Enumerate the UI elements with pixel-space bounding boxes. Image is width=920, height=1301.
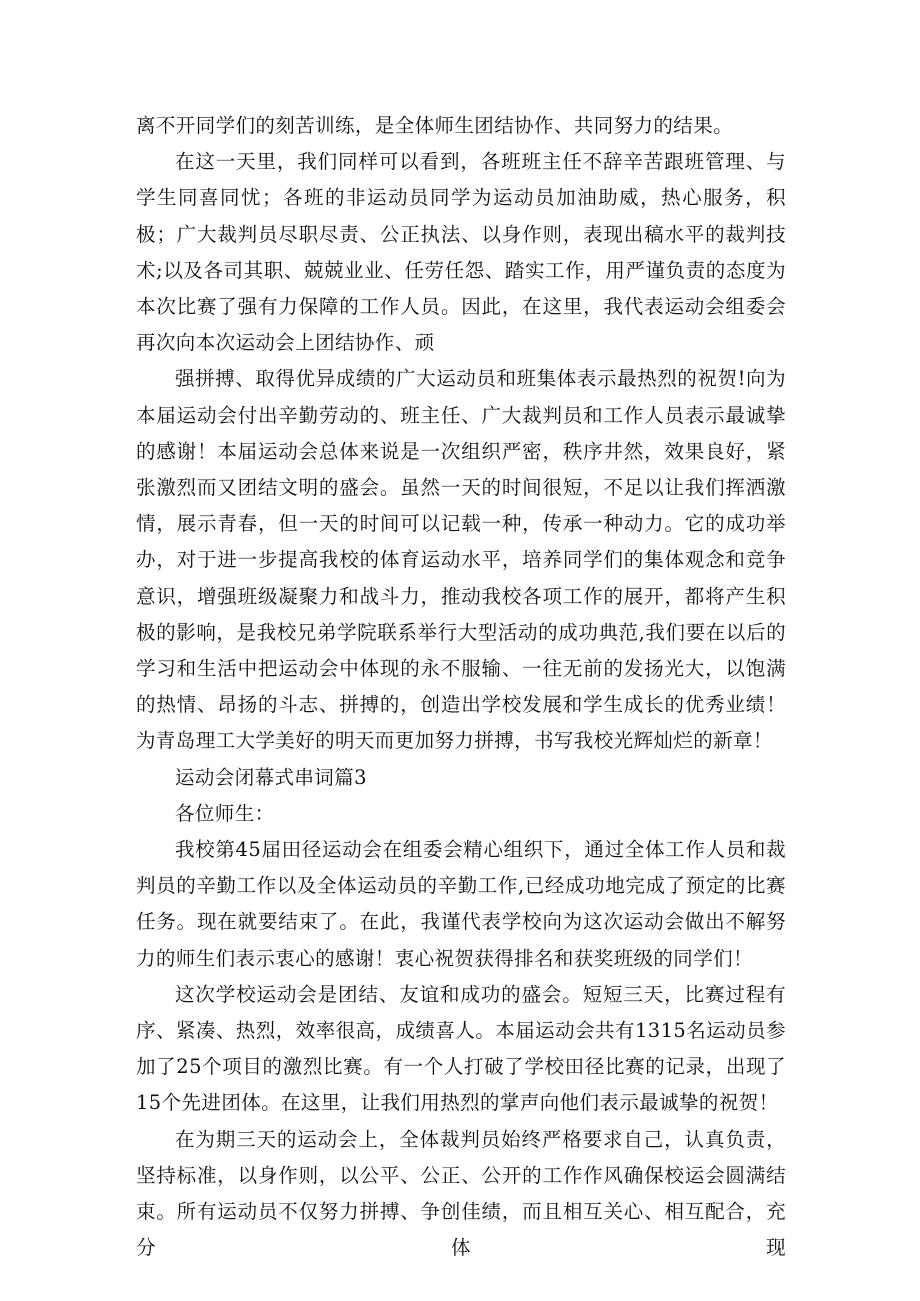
paragraph-referees: 在为期三天的运动会上，全体裁判员始终严格要求自己，认真负责，坚持标准，以身作则，以公平、公正、公开的工作作风确保校运会圆满结束。所有运动员不仅努力拼搏、争创佳绩，而且相互关心、相互配合，充分体现 xyxy=(136,1127,786,1260)
salutation: 各位师生： xyxy=(175,801,275,825)
paragraph-congratulations: 强拼搏、取得优异成绩的广大运动员和班集体表示最热烈的祝贺!向为本届运动会付出辛勤劳动的、班主任、广大裁判员和工作人员表示最诚挚的感谢！本届运动会总体来说是一次组织严密，秩序井然，效果良好，紧张激烈而又团结文明的盛会。虽然一天的时间很短，不足以让我们挥洒激情，展示青春，但一天的时间可以记载一种，传承一种动力。它的成功举办，对于进一步提高我校的体育运动水平，培养同学们的集体观念和竞争意识，增强班级凝聚力和战斗力，推动我校各项工作的展开，都将产生积极的影响，是我校兄弟学院联系举行大型活动的成功典范,我们要在以后的学习和生活中把运动会中体现的永不服输、一往无前的发扬光大，以饱满的热情、昂扬的斗志、拼搏的，创造出学校发展和学生成长的优秀业绩！为青岛理工大学美好的明天而更加努力拼搏，书写我校光辉灿烂的新章！ xyxy=(136,367,786,753)
section-heading: 运动会闭幕式串词篇3 xyxy=(175,765,367,789)
paragraph-continuation: 离不开同学们的刻苦训练，是全体师生团结协作、共同努力的结果。 xyxy=(136,114,734,137)
paragraph-opening: 我校第45届田径运动会在组委会精心组织下，通过全体工作人员和裁判员的辛勤工作以及全体运动员的辛勤工作,已经成功地完成了预定的比赛任务。现在就要结束了。在此，我谨代表学校向为这次运动会做出不解努力的师生们表示衷心的感谢！衷心祝贺获得排名和获奖班级的同学们！ xyxy=(136,838,786,970)
paragraph-day-summary: 在这一天里，我们同样可以看到，各班班主任不辞辛苦跟班管理、与学生同喜同忧；各班的非运动员同学为运动员加油助威，热心服务，积极；广大裁判员尽职尽责、公正执法、以身作则，表现出稿水平的裁判技术;以及各司其职、兢兢业业、任劳任怨、踏实工作，用严谨负责的态度为本次比赛了强有力保障的工作人员。因此，在这里，我代表运动会组委会再次向本次运动会上团结协作、顽 xyxy=(136,150,786,355)
paragraph-results: 这次学校运动会是团结、友谊和成功的盛会。短短三天，比赛过程有序、紧凑、热烈，效率很高，成绩喜人。本届运动会共有1315名运动员参加了25个项目的激烈比赛。有一个人打破了学校田径比赛的记录，出现了15个先进团体。在这里，让我们用热烈的掌声向他们表示最诚挚的祝贺！ xyxy=(136,982,786,1115)
document-body xyxy=(136,108,786,1267)
